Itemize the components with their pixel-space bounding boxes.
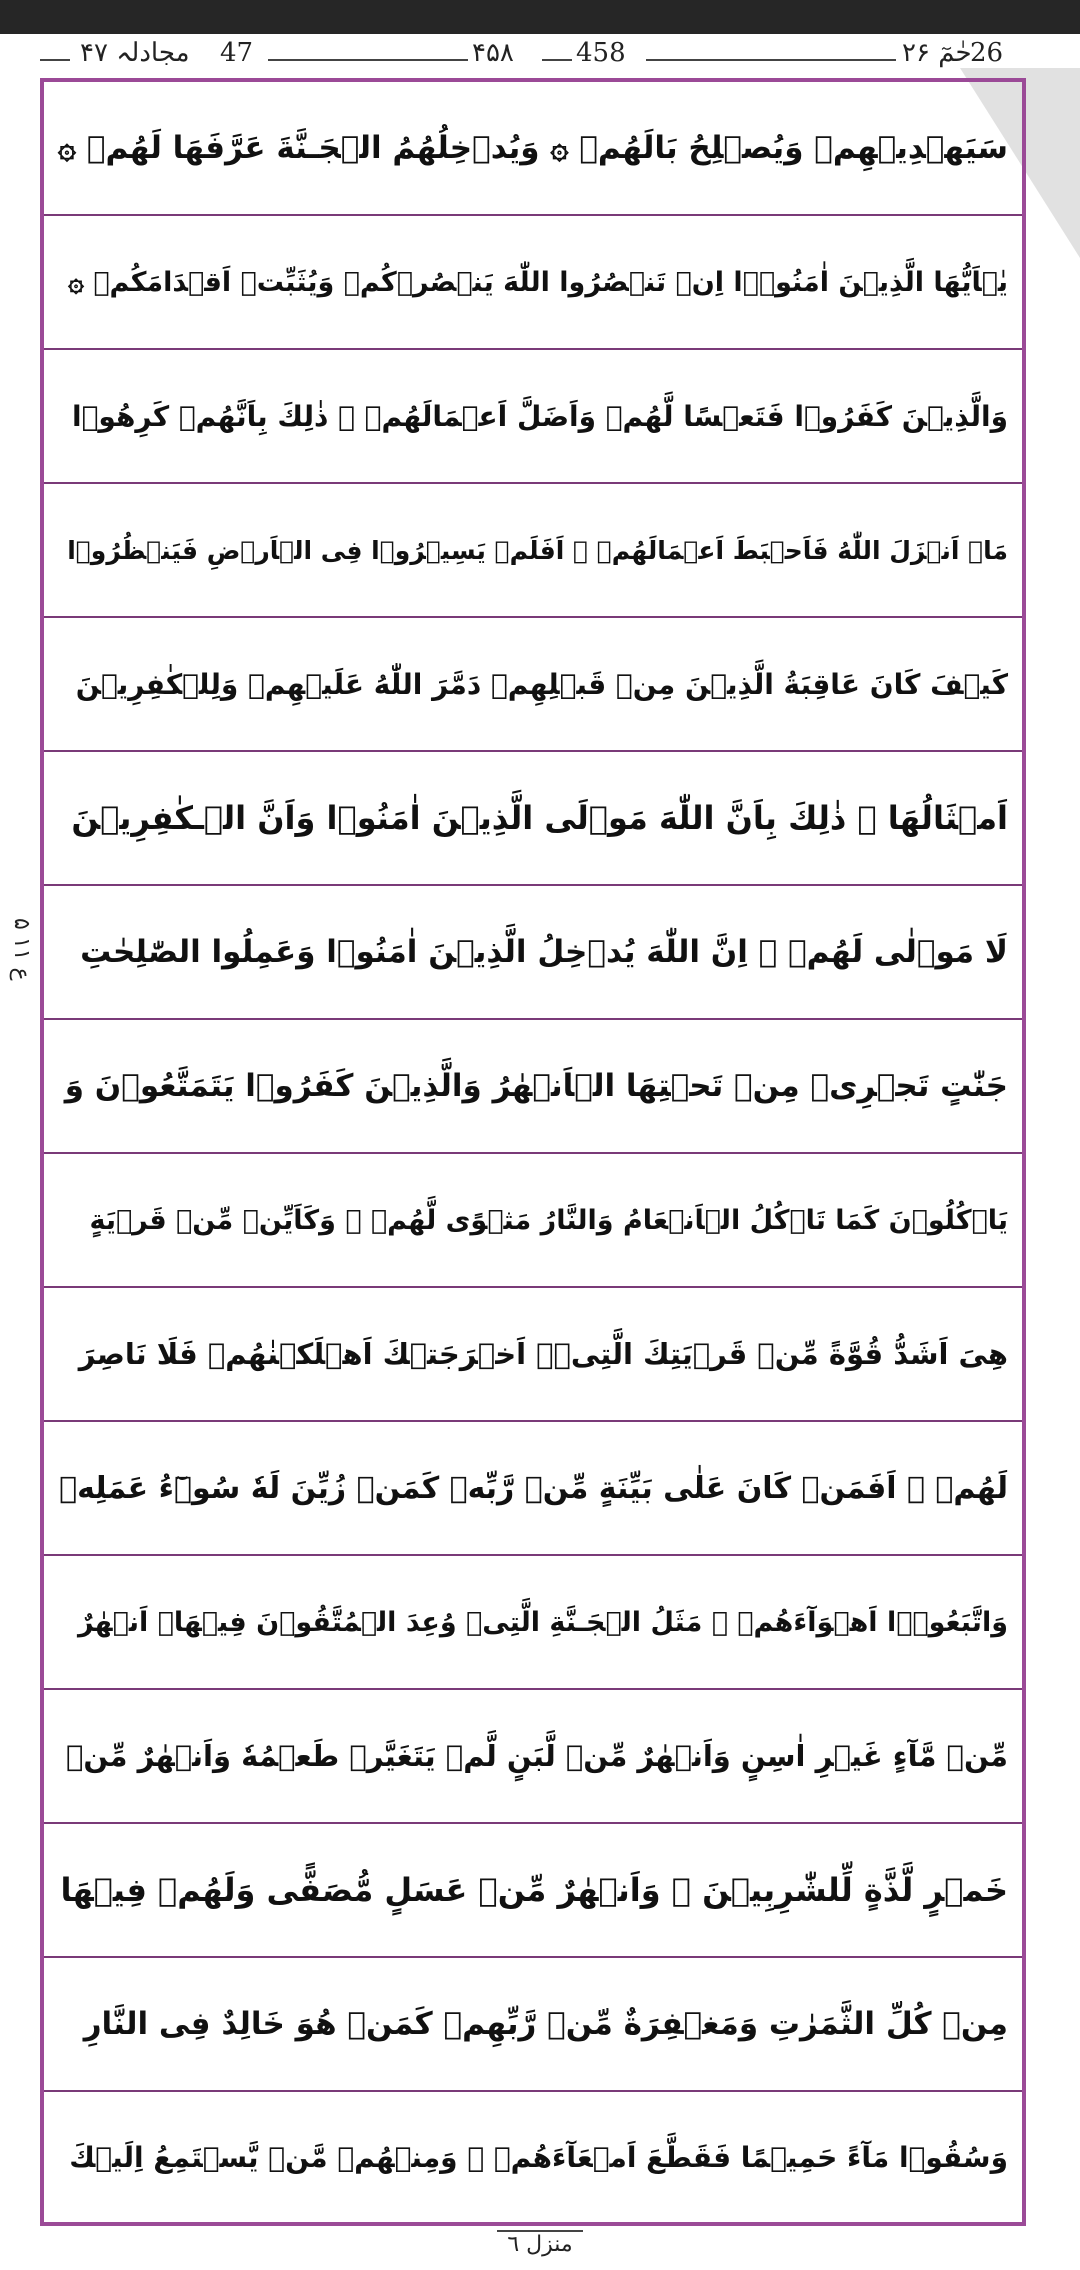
text-line-14: خَمۡرٍ لَّذَّةٍ لِّلشّٰرِبِيۡنَ ۚ وَاَنۡهٰرٌ مِّنۡ عَسَلٍ مُّصَفًّى وَلَهُمۡ فِيۡهَا bbox=[44, 1824, 1022, 1958]
status-bar bbox=[0, 0, 1080, 34]
header-juz-number: 26 bbox=[970, 38, 1004, 68]
text-line-8: جَنّٰتٍ تَجۡرِىۡ مِنۡ تَحۡتِهَا الۡاَنۡهٰرُ وَالَّذِيۡنَ كَفَرُوۡا يَتَمَتَّعُوۡنَ وَ bbox=[44, 1020, 1022, 1154]
text-line-13: مِّنۡ مَّآءٍ غَيۡرِ اٰسِنٍ وَاَنۡهٰرٌ مِّنۡ لَّبَنٍ لَّمۡ يَتَغَيَّرۡ طَعۡمُهٗ وَاَنۡهٰرٌ مِّنۡ bbox=[44, 1690, 1022, 1824]
text-line-4: مَاۤ اَنۡزَلَ اللّٰهُ فَاَحۡبَطَ اَعۡمَالَهُمۡ ۞ اَفَلَمۡ يَسِيۡرُوۡا فِى الۡاَرۡضِ فَيَنۡظُرُوۡا bbox=[44, 484, 1022, 618]
text-line-3: وَالَّذِيۡنَ كَفَرُوۡا فَتَعۡسًا لَّهُمۡ وَاَضَلَّ اَعۡمَالَهُمۡ ۞ ذٰلِكَ بِاَنَّهُمۡ كَرِهُوۡا bbox=[44, 350, 1022, 484]
text-frame bbox=[40, 78, 1026, 2226]
header-rule bbox=[646, 59, 896, 61]
text-line-12: وَاتَّبَعُوۡۤا اَهۡوَآءَهُمۡ ۞ مَثَلُ الۡجَـنَّةِ الَّتِىۡ وُعِدَ الۡمُتَّقُوۡنَ فِيۡهَاۤ اَنۡهٰرٌ bbox=[44, 1556, 1022, 1690]
page-footer bbox=[0, 2230, 1080, 2270]
mushaf-page bbox=[0, 34, 1080, 2269]
text-line-2: يٰۤاَيُّهَا الَّذِيۡنَ اٰمَنُوۡۤا اِنۡ تَنۡصُرُوا اللّٰهَ يَنۡصُرۡكُمۡ وَيُثَبِّتۡ اَقۡدَامَكُمۡ ۞ bbox=[44, 216, 1022, 350]
header-juz-urdu: حٰمٓ ۲۶ bbox=[902, 38, 972, 68]
text-line-1: سَيَهۡدِيۡهِمۡ وَيُصۡلِحُ بَالَهُمۡ ۞ وَيُدۡخِلُهُمُ الۡجَـنَّةَ عَرَّفَهَا لَهُمۡ ۞ bbox=[44, 82, 1022, 216]
ruku-margin-mark: ع ١١ ۵ bbox=[9, 917, 34, 981]
text-line-7: لَا مَوۡلٰى لَهُمۡ ۞ اِنَّ اللّٰهَ يُدۡخِلُ الَّذِيۡنَ اٰمَنُوۡا وَعَمِلُوا الصّٰلِحٰتِ bbox=[44, 886, 1022, 1020]
header-page-number: 458 bbox=[576, 38, 626, 68]
text-line-11: لَهُمۡ ۞ اَفَمَنۡ كَانَ عَلٰى بَيِّنَةٍ مِّنۡ رَّبِّهٖ كَمَنۡ زُيِّنَ لَهٗ سُوۡٓءُ عَمَلِهٖ bbox=[44, 1422, 1022, 1556]
header-rule bbox=[542, 59, 572, 61]
text-line-15: مِنۡ كُلِّ الثَّمَرٰتِ وَمَغۡفِرَةٌ مِّنۡ رَّبِّهِمۡ كَمَنۡ هُوَ خَالِدٌ فِى النَّارِ bbox=[44, 1958, 1022, 2092]
text-line-10: هِىَ اَشَدُّ قُوَّةً مِّنۡ قَرۡيَتِكَ الَّتِىۡۤ اَخۡرَجَتۡكَ اَهۡلَكۡنٰهُمۡ فَلَا نَاصِرَ bbox=[44, 1288, 1022, 1422]
header-surah bbox=[80, 38, 190, 68]
header-surah-number: 47 bbox=[220, 38, 254, 68]
header-page-urdu: ۴۵۸ bbox=[472, 38, 514, 68]
text-line-6: اَمۡثَالُهَا ۞ ذٰلِكَ بِاَنَّ اللّٰهَ مَوۡلَى الَّذِيۡنَ اٰمَنُوۡا وَاَنَّ الۡـكٰفِرِيۡنَ bbox=[44, 752, 1022, 886]
text-line-9: يَاۡكُلُوۡنَ كَمَا تَاۡكُلُ الۡاَنۡعَامُ وَالنَّارُ مَثۡوًى لَّهُمۡ ۞ وَكَاَيِّنۡ مِّنۡ قَرۡيَةٍ bbox=[44, 1154, 1022, 1288]
header-surah-urdu: مجادلہ ۴۷ bbox=[80, 38, 190, 68]
text-line-5: كَيۡفَ كَانَ عَاقِبَةُ الَّذِيۡنَ مِنۡ قَبۡلِهِمۡ دَمَّرَ اللّٰهُ عَلَيۡهِمۡ وَلِلۡكٰفِرِيۡنَ bbox=[44, 618, 1022, 752]
page-header bbox=[40, 34, 1030, 78]
text-line-16: وَسُقُوۡا مَآءً حَمِيۡمًا فَقَطَّعَ اَمۡعَآءَهُمۡ ۞ وَمِنۡهُمۡ مَّنۡ يَّسۡتَمِعُ اِلَيۡكَ bbox=[69, 2140, 1008, 2174]
manzil-label: منزل ٦ bbox=[497, 2230, 582, 2257]
header-rule bbox=[268, 59, 468, 61]
header-rule bbox=[40, 59, 70, 61]
